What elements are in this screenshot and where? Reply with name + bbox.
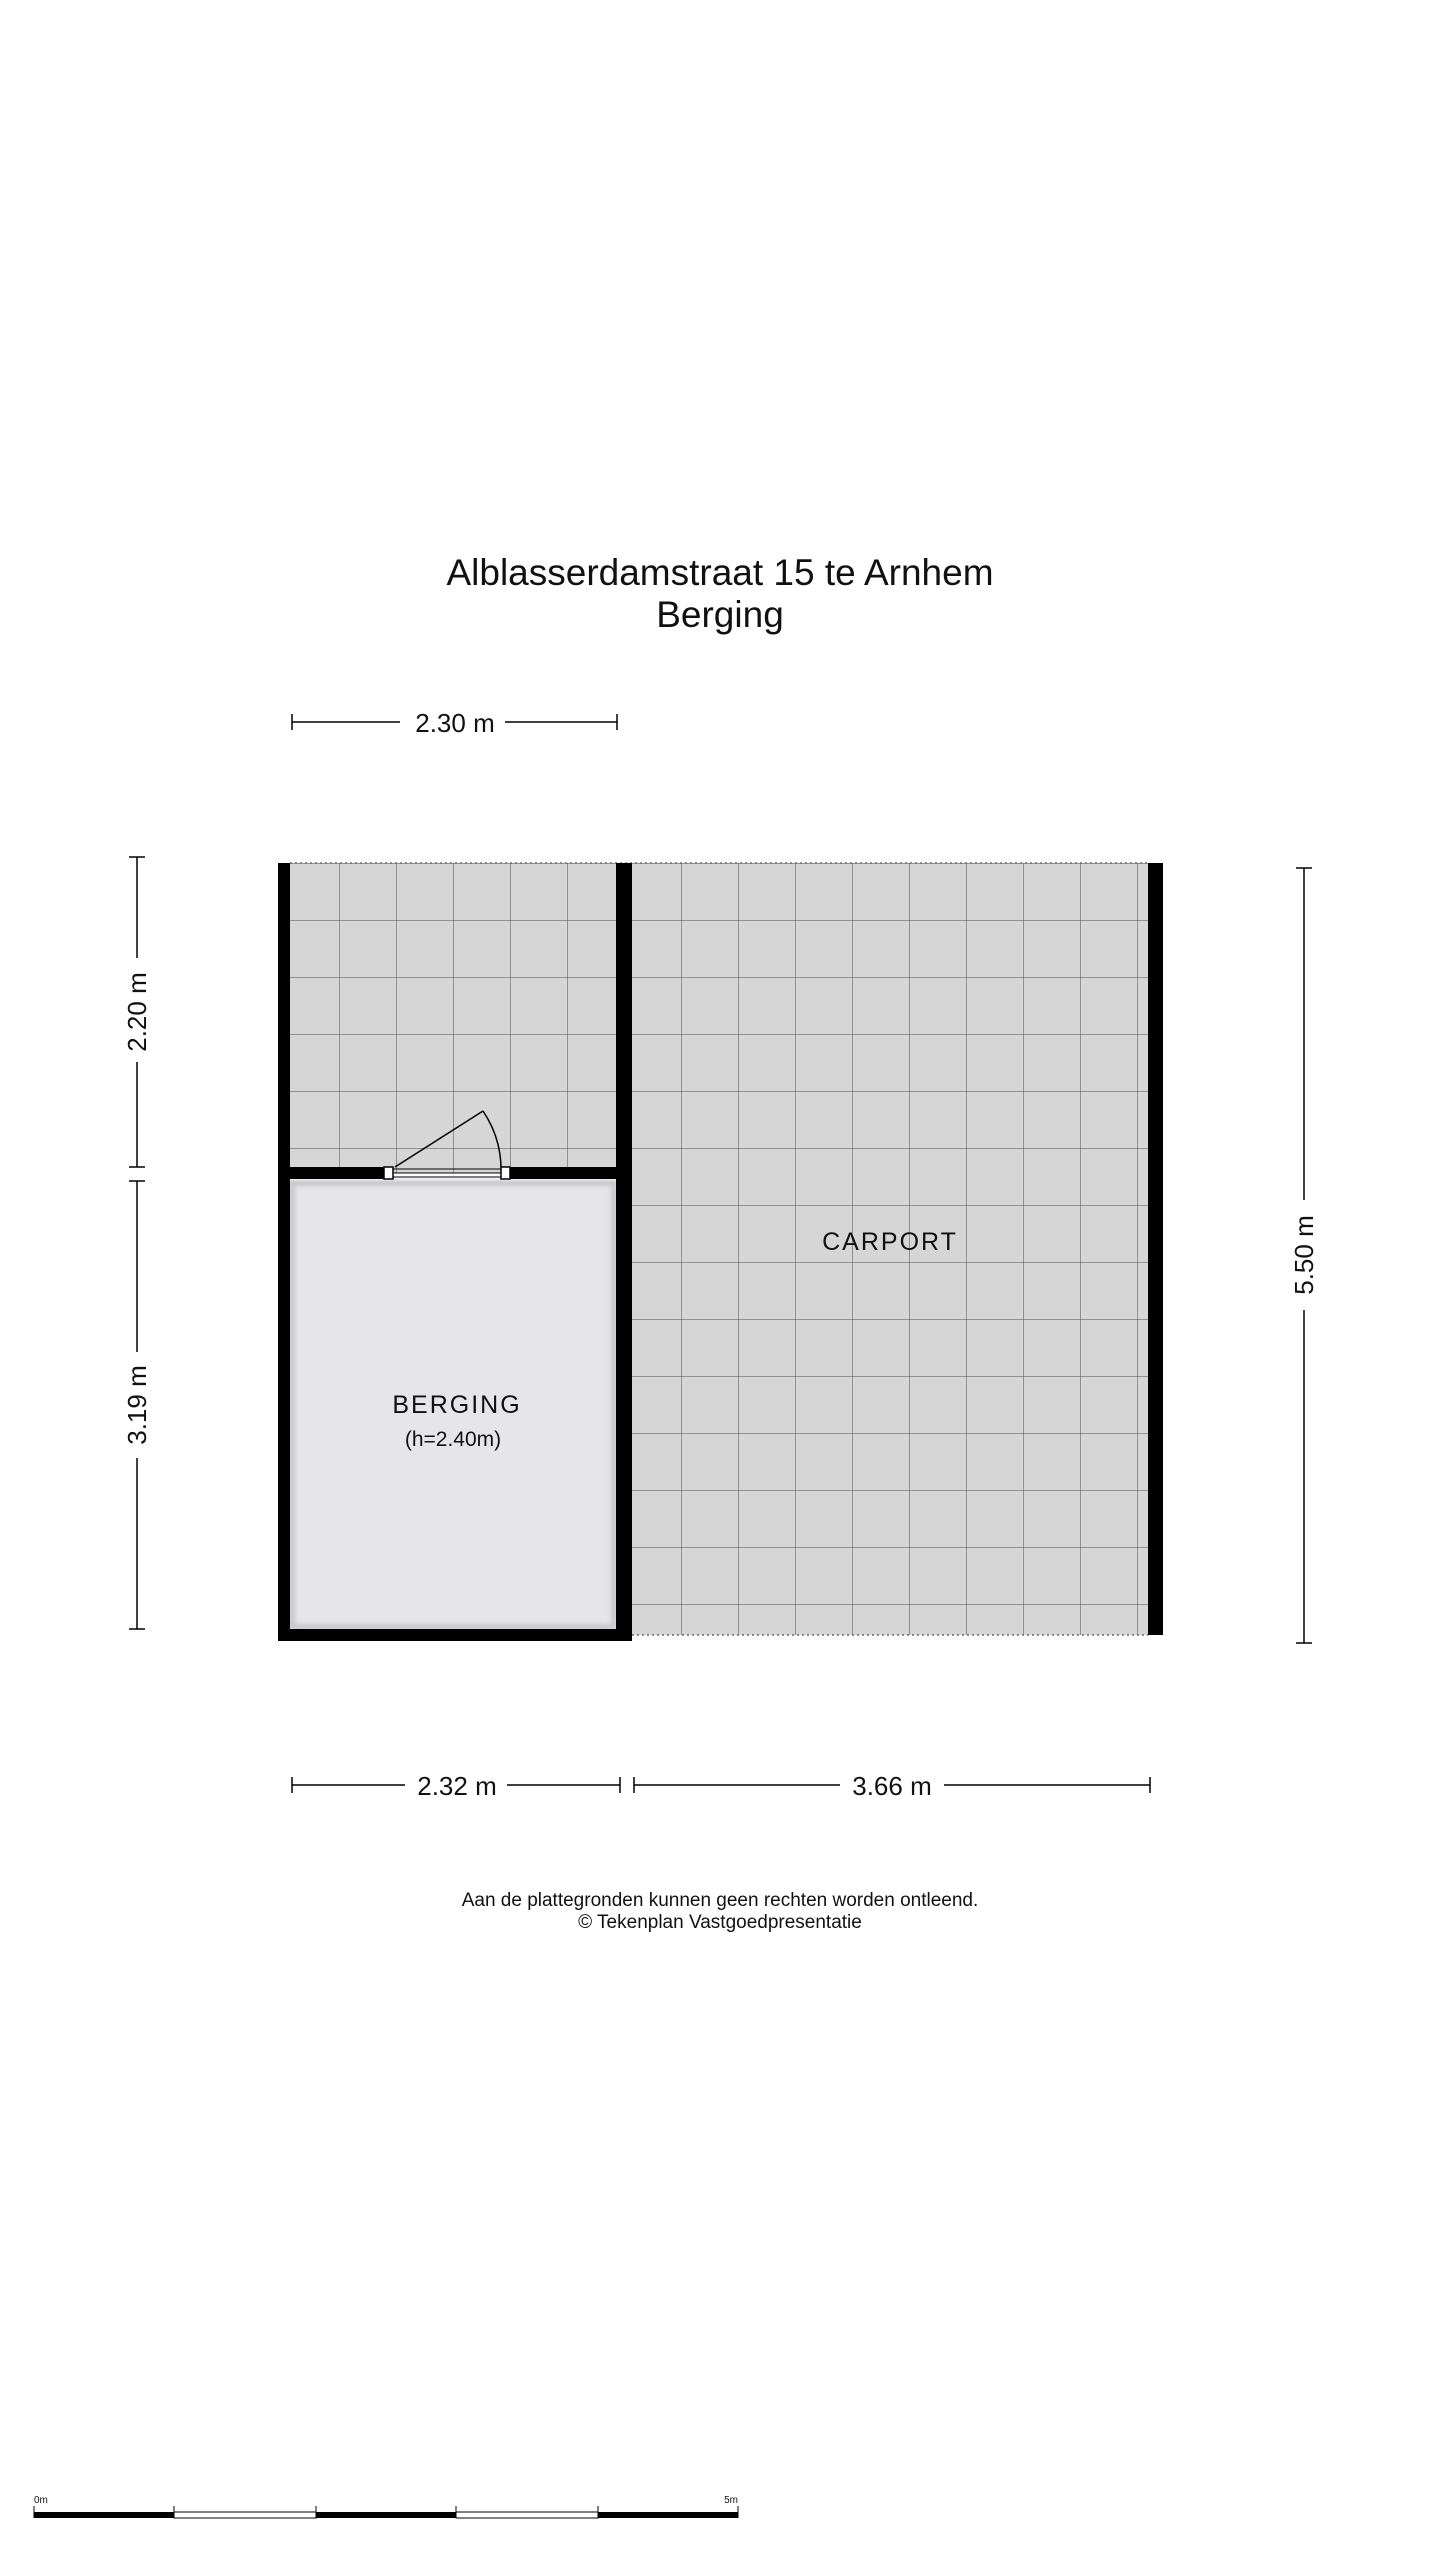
wall-middle (616, 863, 632, 1641)
wall-left (278, 863, 290, 1641)
wall-berging-top-right (510, 1167, 616, 1179)
plan-address: Alblasserdamstraat 15 te Arnhem (446, 552, 994, 593)
room-label-carport: CARPORT (822, 1228, 958, 1256)
copyright-text: © Tekenplan Vastgoedpresentatie (578, 1912, 862, 1933)
scale-bar (34, 2506, 738, 2518)
wall-berging-top-left (290, 1167, 384, 1179)
dimension-label-right: 5.50 m (1289, 1215, 1319, 1295)
scale-bar-end-label: 5m (724, 2495, 738, 2506)
dimension-label-bottom-left: 2.32 m (417, 1771, 497, 1801)
room-height-berging: (h=2.40m) (404, 1428, 502, 1451)
plan-floor-name: Berging (656, 594, 784, 635)
room-label-berging: BERGING (392, 1391, 522, 1419)
dimension-label-left-lower: 3.19 m (122, 1365, 152, 1445)
dimension-label-left-upper: 2.20 m (122, 972, 152, 1052)
disclaimer-text: Aan de plattegronden kunnen geen rechten worden ontleend. (461, 1890, 979, 1911)
footer-note (0, 1890, 1440, 1934)
dimension-label-bottom-right: 3.66 m (852, 1771, 932, 1801)
dimension-label-top-left: 2.30 m (415, 708, 495, 738)
wall-right (1148, 863, 1163, 1635)
wall-bottom-berging (278, 1629, 632, 1641)
scale-bar-start-label: 0m (34, 2495, 48, 2506)
tiled-area-upper-left (290, 863, 616, 1173)
